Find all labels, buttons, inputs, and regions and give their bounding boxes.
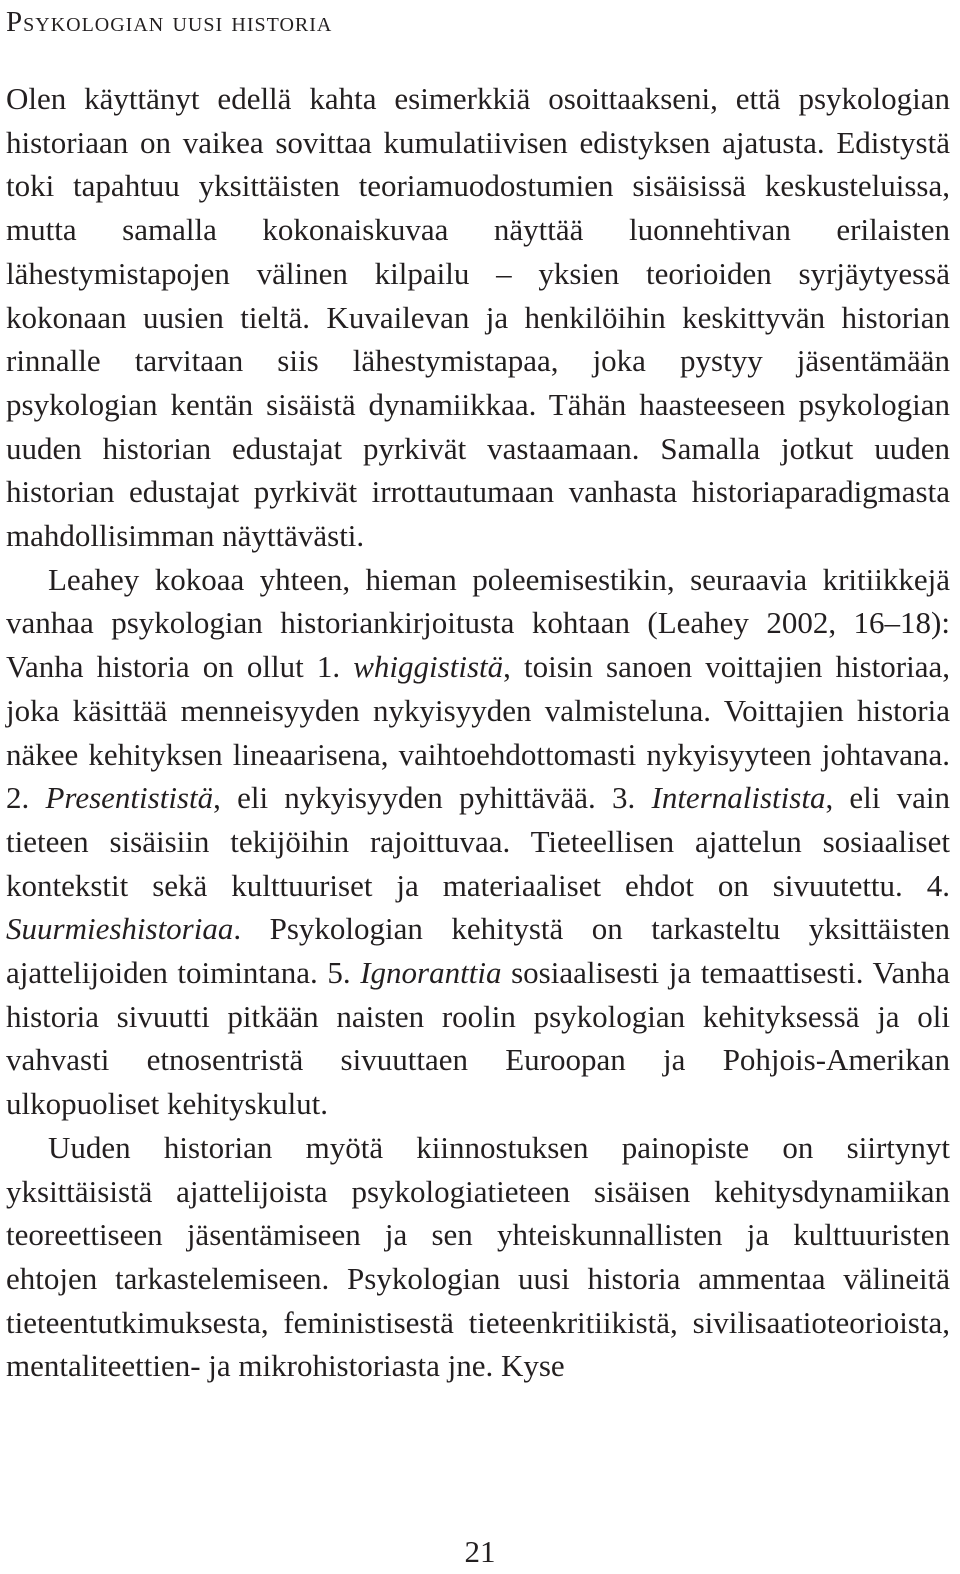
paragraph-2-text-d: , eli vain tieteen sisäisiin tekijöihin rajoittuvaa. Tieteellisen ajattelun sosiaaliset kontekstit sekä kulttuuriset ja materiaaliset ehdot on sivuutettu. 4.	[6, 780, 951, 903]
paragraph-2	[6, 558, 950, 1126]
term-suurmieshistoriaa: Suurmieshistoriaa	[6, 911, 234, 947]
term-presentistista: Presentististä	[45, 780, 214, 816]
paragraph-3	[6, 1126, 950, 1388]
paragraph-2-text-b: , toisin sanoen voittajien historiaa, joka käsittää menneisyyden nykyisyyden valmisteluna. Voittajien historia näkee kehityksen lineaarisena, vaihtoehdottomasti nykyisyyteen johtavana. 2.	[6, 649, 950, 816]
term-internalistista: Internalistista	[651, 780, 826, 816]
page-number: 21	[464, 1534, 496, 1569]
term-whiggistista: whiggististä	[353, 649, 504, 685]
running-head: Psykologian uusi historia	[6, 6, 333, 38]
paragraph-2-text-e: . Psykologian kehitystä on tarkasteltu yksittäisten ajattelijoiden toimintana. 5.	[6, 911, 950, 991]
paragraph-2-text-c: , eli nykyisyyden pyhittävää. 3.	[213, 780, 652, 816]
paragraph-3-text: Uuden historian myötä kiinnostuksen painopiste on siirtynyt yksittäisistä ajattelijoista psykologiatieteen sisäisen kehitysdynamiikan teoreettiseen jäsentämiseen ja sen yhteiskunnallisten ja kulttuuristen ehtojen tarkastelemiseen. Psykologian uusi historia ammentaa välineitä tieteentutkimuksesta, feministisestä tieteenkritiikistä, sivilisaatioteorioista, mentaliteettien- ja mikrohistoriasta jne. Kyse	[6, 1129, 950, 1384]
paragraph-1	[6, 77, 950, 558]
paragraph-2-text-a: Leahey kokoaa yhteen, hieman poleemisestikin, seuraavia kritiikkejä vanhaa psykologian historiankirjoitusta kohtaan (Leahey 2002, 16–18): Vanha historia on ollut 1.	[6, 561, 950, 685]
paragraph-1-text: Olen käyttänyt edellä kahta esimerkkiä osoittaakseni, että psykologian historiaan on vaikea sovittaa kumulatiivisen edistyksen ajatusta. Edistystä toki tapahtuu yksittäisten teoriamuodostumien sisäisissä keskusteluissa, mutta samalla kokonaiskuvaa näyttää luonnehtivan erilaisten lähestymistapojen välinen kilpailu – yksien teorioiden syrjäytyessä kokonaan uusien tieltä. Kuvailevan ja henkilöihin keskittyvän historian rinnalle tarvitaan siis lähestymistapaa, joka pystyy jäsentämään psykologian kentän sisäistä dynamiikkaa. Tähän haasteeseen psykologian uuden historian edustajat pyrkivät vastaamaan. Samalla jotkut uuden historian edustajat pyrkivät irrottautumaan vanhasta historiaparadigmasta mahdollisimman näyttävästi.	[6, 81, 950, 554]
term-ignoranttia: Ignoranttia	[360, 955, 502, 991]
paragraph-2-text-f: sosiaalisesti ja temaattisesti. Vanha historia sivuutti pitkään naisten roolin psykologian kehityksessä ja oli vahvasti etnosentristä sivuuttaen Euroopan ja Pohjois-Amerikan ulkopuoliset kehityskulut.	[6, 955, 950, 1122]
body-text	[6, 77, 950, 1388]
